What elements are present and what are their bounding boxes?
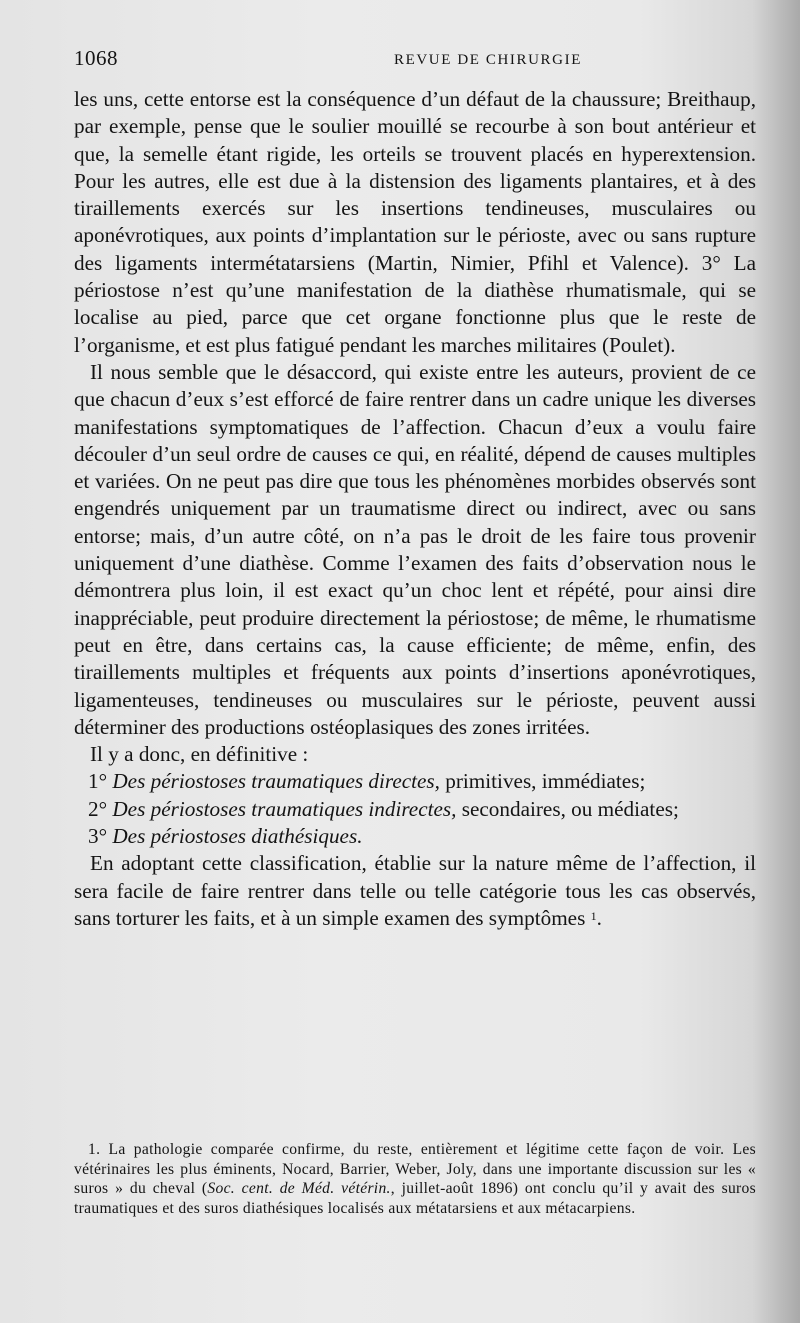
footnote-reference[interactable]: 1: [590, 908, 597, 923]
footnote-number: 1.: [88, 1141, 101, 1158]
page-number: 1068: [74, 46, 118, 70]
footnote-text: [74, 1140, 756, 1218]
paragraph-3: Il y a donc, en définitive :: [90, 742, 309, 767]
list-item-2: [74, 796, 756, 823]
list-italic-text: Des périostoses diathésiques.: [112, 824, 363, 849]
paragraph-4-text: En adoptant cette classification, établie sur la nature même de l’affection, il sera facile de faire rentrer dans telle ou telle catégorie tous les cas observés, sans torturer les faits, et à un simple examen des symptômes: [74, 851, 756, 930]
page-header: [74, 46, 754, 76]
list-item-1: [74, 768, 756, 795]
list-number: 3°: [88, 824, 108, 849]
paragraph-1: les uns, cette entorse est la conséquence d’un défaut de la chaussure; Breithaup, par exemple, pense que le soulier mouillé se recourbe à son bout antérieur et que, la semelle étant rigide, les orteils se trouvent placés en hyperextension. Pour les autres, elle est due à la distension des ligaments plantaires, et à des tiraillements exercés sur les insertions tendineuses, musculaires ou aponévrotiques, aux points d’implantation sur le périoste, avec ou sans rupture des ligaments intermétatarsiens (Martin, Nimier, Pfihl et Valence). 3° La périostose n’est qu’une manifestation de la diathèse rhumatismale, qui se localise au pied, parce que cet organe fonctionne plus que le reste de l’organisme, et est plus fatigué pendant les marches militaires (Poulet).: [74, 87, 756, 357]
footnote-text-b: , juillet-août 1896) ont conclu qu’il y avait des suros traumatiques et des suros diathésiques localisés aux métatarsiens et aux métacarpiens.: [74, 1180, 756, 1217]
list-number: 2°: [88, 796, 108, 821]
footnote: [74, 1140, 756, 1218]
body-text: [74, 86, 756, 932]
list-text: primitives, immédiates;: [439, 769, 646, 794]
list-number: 1°: [88, 769, 108, 794]
list-italic-text: Des périostoses traumatiques directes,: [112, 769, 440, 794]
list-item-3: [74, 823, 756, 850]
paragraph-2: Il nous semble que le désaccord, qui existe entre les auteurs, provient de ce que chacun d’eux s’est efforcé de faire rentrer dans un cadre unique les diverses manifestations symptomatiques de l’affection. Chacun d’eux a voulu faire découler d’un seul ordre de causes ce qui, en réalité, dépend de causes multiples et variées. On ne peut pas dire que tous les phénomènes morbides observés sont engendrés uniquement par un traumatisme direct ou indirect, avec ou sans entorse; mais, d’un autre côté, on n’a pas le droit de les faire tous provenir uniquement d’une diathèse. Comme l’examen des faits d’observation nous le démontrera plus loin, il est exact qu’un choc lent et répété, pour ainsi dire inappréciable, peut produire directement la périostose; de même, le rhumatisme peut en être, dans certains cas, la cause efficiente; de même, enfin, des tiraillements multiples et fréquents aux points d’insertions aponévrotiques, ligamenteuses, tendineuses ou musculaires sur le périoste, peuvent aussi déterminer des productions ostéoplasiques des zones irritées.: [74, 359, 756, 739]
paragraph-4-end: .: [596, 905, 602, 930]
footnote-citation: Soc. cent. de Méd. vétérin.: [207, 1180, 391, 1198]
footnote-text-a: La pathologie comparée confirme, du reste, entièrement et légitime cette façon de voir. Les vétérinaires les plus éminents, Nocard, Barrier, Weber, Joly, dans une importante discussion sur les « suros » du cheval (: [74, 1141, 756, 1198]
list-text: secondaires, ou médiates;: [456, 796, 679, 821]
paragraph-4: [74, 850, 756, 932]
list-italic-text: Des périostoses traumatiques indirectes,: [112, 796, 457, 821]
running-head: REVUE DE CHIRURGIE: [394, 52, 582, 68]
